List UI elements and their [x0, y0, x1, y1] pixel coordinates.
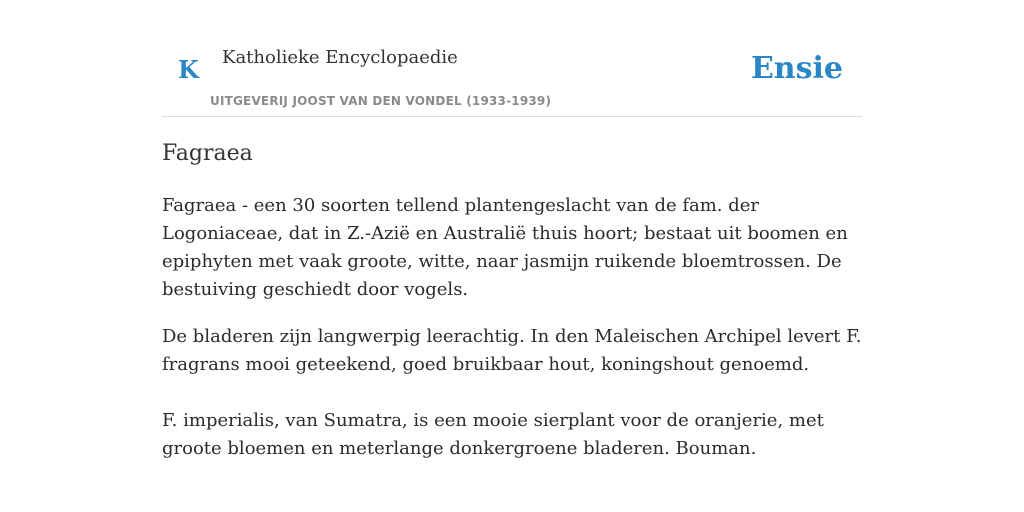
source-title-link[interactable]: Katholieke Encyclopaedie — [222, 47, 458, 68]
entry-paragraph: De bladeren zijn langwerpig leerachtig. In den Maleischen Archipel levert F. fragrans mooi geteekend, goed bruikbaar hout, koningshout genoemd. — [162, 326, 862, 375]
entry-body — [162, 192, 862, 463]
publisher-label: UITGEVERIJ JOOST VAN DEN VONDEL (1933-1939) — [210, 94, 552, 108]
entry-title: Fagraea — [162, 141, 253, 166]
header — [162, 0, 862, 117]
ensie-brand-logo[interactable]: Ensie — [750, 51, 843, 86]
entry-paragraph: F. imperialis, van Sumatra, is een mooie sierplant voor de oranjerie, met groote bloemen en meterlange donkergroene bladeren. Bouman. — [162, 410, 824, 459]
entry-paragraph: Fagraea - een 30 soorten tellend plantengeslacht van de fam. der Logoniaceae, dat in Z.-Azië en Australië thuis hoort; bestaat uit boomen en epiphyten met vaak groote, witte, naar jasmijn ruikende bloemtrossen. De bestuiving geschiedt door vogels. — [162, 195, 848, 300]
encyclopedia-logo-icon[interactable]: K — [178, 55, 199, 84]
